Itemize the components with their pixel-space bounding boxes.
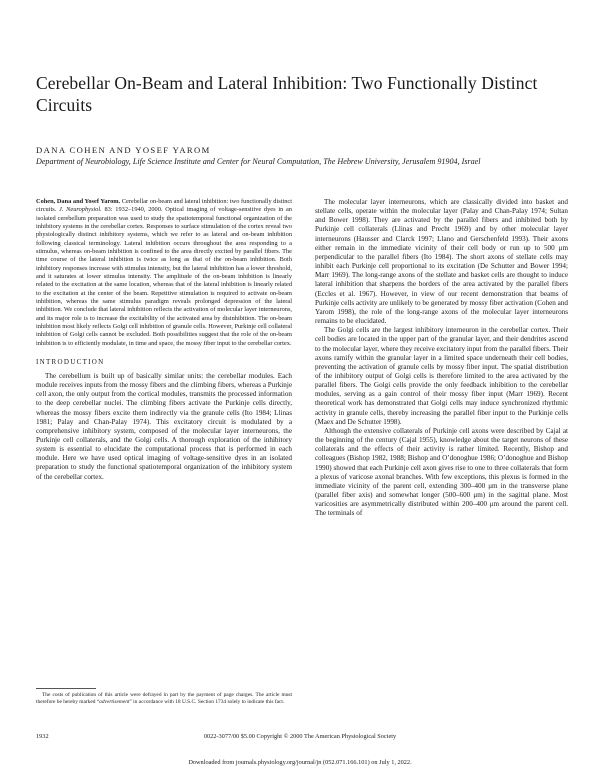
affiliation: Department of Neurobiology, Life Science Institute and Center for Neural Computation, The Hebrew University, Jerusalem 91904, Israel [36,157,481,166]
download-notice: Downloaded from journals.physiology.org/journal/jn (052.071.166.101) on July 1, 2022. [188,759,412,766]
page-number: 1932 [36,733,49,740]
article-title: Cerebellar On-Beam and Lateral Inhibition: Two Functionally Distinct Circuits [36,73,538,115]
copyright-line: 0022-3077/00 $5.00 Copyright © 2000 The American Physiological Society [203,733,397,740]
introduction-paragraph: The cerebellum is built up of basically similar units: the cerebellar modules. Each module receives inputs from the mossy fibers and the climbing fibers, whereas a Purkinje cell axon, the only output from the cortical modules, transmits the processed information to the deep cerebellar nuclei. The climbing fibers activate the Purkinje cells directly, whereas the mossy fibers excite them indirectly via the granule cells (Ito 1984; Llinas 1981; Palay and Chan-Palay 1974). This excitatory circuit is modulated by a comprehensive inhibitory system, composed of the molecular layer interneurons, the Purkinje cell collaterals, and the Golgi cells. A thorough exploration of the inhibitory system is essential to elucidate the computational process that is performed in each module. Here we have used optical imaging of voltage-sensitive dyes in an isolated preparation to study the functional spatiotemporal organization of the inhibitory system of the cerebellar cortex. [36,371,292,481]
footnote-rule [36,688,96,689]
paragraph-interneurons: The molecular layer interneurons, which are classically divided into basket and stellate cells, operate within the molecular layer (Palay and Chan-Palay 1974; Sultan and Bower 1998). They are activated by the parallel fibers and inhibited both by Purkinje cell collaterals (Llinas and Precht 1969) and by other molecular layer interneurons (Hausser and Clarck 1997; Llano and Gerschenfeld 1993). Their axons either remain in the immediate vicinity of their cell body or run up to 500 μm perpendicular to the parallel fibers (Ito 1984). The short axons of stellate cells may inhibit each Purkinje cell proportional to its excitation (De Schutter and Bower 1994; Marr 1969). The long-range axons of the stellate and basket cells are thought to induce lateral inhibition that sharpens the borders of the area activated by the parallel fibers (Eccles et al. 1967). However, in view of our recent demonstration that beams of Purkinje cells activity are unlikely to be generated by mossy fiber activation (Cohen and Yarom 1998), the role of the long-range axons of the molecular layer interneurons remains to be elucidated. [315,198,568,326]
footnote [36,692,292,706]
footnote-part2: ” in accordance with 18 U.S.C. Section 1734 solely to indicate this fact. [129,699,285,706]
paragraph-golgi-cells: The Golgi cells are the largest inhibitory interneuron in the cerebellar cortex. Their cell bodies are located in the upper part of the granular layer, and their dendrites ascend to the molecular layer, where they receive excitatory input from the parallel fibers. Their axons ramify within the granular layer in a limited space underneath their cell bodies, preventing the activation of granule cells by mossy fiber input. The spatial distribution of the inhibitory output of Golgi cells is therefore limited to the area activated by the parallel fibers. The Golgi cells provide the only feedback inhibition to the cerebellar modules, serving as a gain control of their mossy fiber input (Marr 1969). Recent theoretical work has demonstrated that Golgi cells may induce synchronized rhythmic activity in granule cells, thereby increasing the parallel fiber input to the Purkinje cells (Maex and De Schutter 1998). [315,326,568,426]
footnote-advertisement: advertisement [99,699,130,706]
right-column [315,198,568,518]
abstract [36,198,292,348]
left-column [36,198,292,482]
abstract-journal: J. Neurophysiol. [59,206,102,214]
paragraph-purkinje-collaterals: Although the extensive collaterals of Purkinje cell axons were described by Cajal at the beginning of the century (Cajal 1955), knowledge about the target neurons of these collaterals and the effects of their activity is rather limited. Recently, Bishop and colleagues (Bishop 1982, 1988; Bishop and O’donoghue 1986; O’donoghue and Bishop 1990) showed that each Purkinje cell axon gives rise to one to three collaterals that form a plexus of varicose axonal branches. With few exceptions, this plexus is formed in the immediate vicinity of the parent cell, extending 300–400 μm in the transverse plane (parallel fiber axis) and somewhat longer (500–600 μm) in the sagittal plane. Most varicosities are asymmetrically distributed within 200–400 μm around the parent cell. The terminals of [315,426,568,518]
abstract-body: 83: 1932–1940, 2000. Optical imaging of voltage-sensitive dyes in an isolated cerebellum preparation was used to study the spatiotemporal functional organization of the inhibitory systems in the cerebellar cortex. Responses to surface stimulation of the cortex reveal two physiologically distinct inhibitory systems, which we refer to as lateral and on-beam inhibition following classical terminology. Lateral inhibition occurs throughout the area responding to a stimulus, whereas on-beam inhibition is confined to the area directly excited by parallel fibers. The time course of the lateral inhibition is twice as long as that of the on-beam inhibition. Both inhibitory responses increase with stimulus intensity, but the lateral inhibition has a lower threshold, and it saturates at lower stimulus intensity. The amplitude of the on-beam inhibition is linearly related to the excitation at the same location, whereas that of the lateral inhibition is linearly related to the excitation at the center of the beam. Repetitive stimulation is required to activate on-beam inhibition, whereas the same stimulus paradigm reveals prolonged depression of the lateral inhibition. We conclude that lateral inhibition reflects the activation of molecular layer interneurons, and its major role is to increase the excitability of the activated area by disinhibition. The on-beam inhibition most likely reflects Golgi cell inhibition of granule cells. However, Purkinje cell collateral inhibition of Golgi cells cannot be excluded. Both possibilities suggest that the role of the on-beam inhibition is to efficiently modulate, in time and space, the mossy fiber input to the cerebellar cortex. [36,206,292,347]
abstract-title: Cerebellar on-beam and lateral inhibition: two functionally distinct circuits. [36,198,292,214]
introduction-heading: INTRODUCTION [36,357,105,366]
abstract-lead: Cohen, Dana and Yosef Yarom. [36,198,121,205]
footnote-part1: The costs of publication of this article were defrayed in part by the payment of page charges. The article must therefore be hereby marked “ [36,692,292,706]
authors: DANA COHEN AND YOSEF YAROM [36,145,211,155]
